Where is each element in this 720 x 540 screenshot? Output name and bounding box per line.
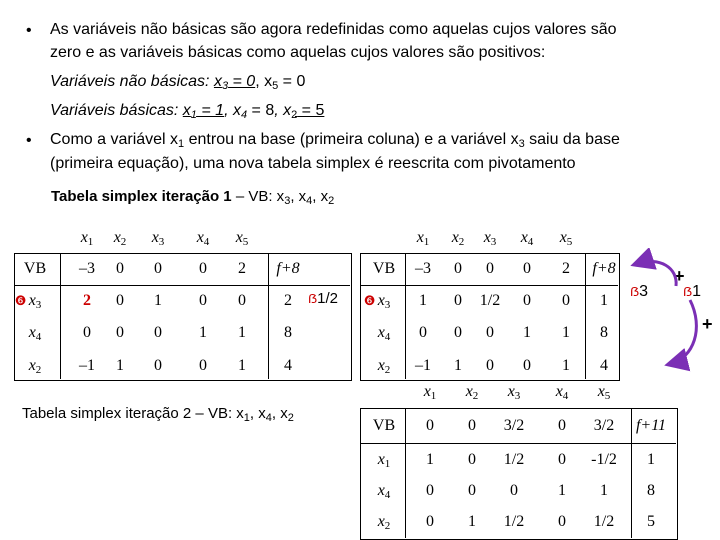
bullet-1-symbol: • xyxy=(26,22,32,39)
row-label: $x_2$ xyxy=(377,357,391,376)
table-cell: 1/2 xyxy=(479,292,501,309)
iteration-2-title: Tabela simplex iteração 2 – VB: $x_1$, $x_4$, $x_2$ xyxy=(22,405,294,424)
table-cell: 3/2 xyxy=(503,417,525,434)
table-header-divider xyxy=(360,285,618,286)
table-cell: 0 xyxy=(510,482,518,499)
table-cell: 1 xyxy=(238,357,246,374)
table-cell: 0 xyxy=(468,451,476,468)
table-cell: 2 xyxy=(562,260,570,277)
table-cell: 0 xyxy=(486,357,494,374)
table-cell: 0 xyxy=(426,417,434,434)
rhs-cell: 5 xyxy=(647,513,655,530)
rhs-cell: 2 xyxy=(284,292,292,309)
table-cell: 0 xyxy=(558,513,566,530)
table-cell: 0 xyxy=(199,357,207,374)
rhs-cell: f+8 xyxy=(276,260,300,277)
row-label: $x_1$ xyxy=(377,451,391,470)
table-cell: 0 xyxy=(199,292,207,309)
row-op-multiply-1: ẞ1 xyxy=(683,283,702,300)
col-header-x5: $x_5$ xyxy=(597,383,611,402)
row-label: VB xyxy=(372,260,396,277)
table-cell: 0 xyxy=(558,417,566,434)
table-cell: 0 xyxy=(419,324,427,341)
col-header-x4: $x_4$ xyxy=(520,229,534,248)
table-header-divider xyxy=(360,443,676,444)
table-cell: 1/2 xyxy=(593,513,615,530)
arrow-to-row-3 xyxy=(670,300,696,364)
table-border xyxy=(14,253,352,381)
table-cell: 1 xyxy=(562,324,570,341)
table-cell: 0 xyxy=(238,292,246,309)
bullet-2-line-1: Como a variável $x_1$ entrou na base (primeira coluna) e a variável $x_3$ saiu da base xyxy=(50,131,620,150)
nonbasic-vars-line: Variáveis não básicas: $x_3 = 0$, $x_5 = 0$ xyxy=(50,73,306,92)
table-cell: 0 xyxy=(468,482,476,499)
table-cell: 0 xyxy=(154,324,162,341)
plus-sign-1: + xyxy=(674,266,685,286)
col-header-x2: $x_2$ xyxy=(465,383,479,402)
table-cell: 0 xyxy=(523,260,531,277)
table-cell: 0 xyxy=(486,260,494,277)
table-cell: 0 xyxy=(116,324,124,341)
table-cell: 3/2 xyxy=(593,417,615,434)
table-cell: 2 xyxy=(238,260,246,277)
multiply-icon: ẞ xyxy=(630,284,640,299)
table-label-divider xyxy=(60,253,61,379)
table-rhs-divider xyxy=(268,253,269,379)
table-cell: 0 xyxy=(558,451,566,468)
col-header-x1: $x_1$ xyxy=(80,229,94,248)
rhs-cell: 4 xyxy=(284,357,292,374)
rhs-cell: 1 xyxy=(647,451,655,468)
table-cell: 1 xyxy=(468,513,476,530)
table-cell: 0 xyxy=(199,260,207,277)
basic-x2: $_2$ = 5 xyxy=(291,102,325,121)
row-label: $x_4$ xyxy=(377,324,391,343)
table-cell: 0 xyxy=(454,260,462,277)
table-cell: 1 xyxy=(454,357,462,374)
col-header-x3: $x_3$ xyxy=(151,229,165,248)
table-cell: 0 xyxy=(154,260,162,277)
table-cell: 1 xyxy=(600,482,608,499)
table-cell: 1 xyxy=(523,324,531,341)
row-label: $x_2$ xyxy=(377,513,391,532)
table-cell: –1 xyxy=(79,357,95,374)
nonbasic-x3: $x_3 = 0$ xyxy=(213,73,256,92)
table-cell: 1/2 xyxy=(503,451,525,468)
table-cell: 1 xyxy=(419,292,427,309)
table-cell: 1/2 xyxy=(503,513,525,530)
table-cell: 1 xyxy=(562,357,570,374)
basic-label: Variáveis básicas: xyxy=(50,102,183,119)
table-cell: 0 xyxy=(154,357,162,374)
table-cell: 0 xyxy=(116,292,124,309)
table-cell: 0 xyxy=(454,324,462,341)
table-cell: 0 xyxy=(83,324,91,341)
row-op-multiply-3: ẞ3 xyxy=(630,283,649,300)
ratio-annotation: ẞ1/2 xyxy=(308,290,338,307)
table-cell: –3 xyxy=(415,260,431,277)
col-header-x1: $x_1$ xyxy=(416,229,430,248)
table-cell: 1 xyxy=(426,451,434,468)
row-operation-arrows xyxy=(620,248,720,388)
rhs-cell: 4 xyxy=(600,357,608,374)
table-cell: 0 xyxy=(468,417,476,434)
leaving-variable-icon: ❻ xyxy=(14,293,27,308)
col-header-x4: $x_4$ xyxy=(196,229,210,248)
rhs-cell: f+8 xyxy=(592,260,616,277)
bullet-2-symbol: • xyxy=(26,132,32,149)
col-header-x4: $x_4$ xyxy=(555,383,569,402)
row-label: $x_2$ xyxy=(28,357,42,376)
ratio-icon: ẞ xyxy=(308,291,318,306)
table-cell: 0 xyxy=(426,482,434,499)
col-header-x2: $x_2$ xyxy=(451,229,465,248)
table-label-divider xyxy=(405,408,406,538)
table-border xyxy=(360,253,620,381)
table-cell: 1 xyxy=(116,357,124,374)
table-rhs-divider xyxy=(631,408,632,538)
pivot-cell: 2 xyxy=(83,292,91,309)
row-label: $x_4$ xyxy=(28,324,42,343)
table-cell: 1 xyxy=(199,324,207,341)
table-header-divider xyxy=(14,285,350,286)
table-cell: 0 xyxy=(116,260,124,277)
table-cell: 0 xyxy=(486,324,494,341)
table-cell: 0 xyxy=(426,513,434,530)
row-label: $x_3$ ❻ xyxy=(14,292,42,311)
rhs-cell: 8 xyxy=(600,324,608,341)
table-cell: 0 xyxy=(523,292,531,309)
table-cell: -1/2 xyxy=(591,451,617,468)
nonbasic-label: Variáveis não básicas: xyxy=(50,73,214,90)
col-header-x2: $x_2$ xyxy=(113,229,127,248)
table-rhs-divider xyxy=(585,253,586,379)
basic-vars-line: Variáveis básicas: $x_1 = 1$, $x_4 = 8$, $x_2 = 5$ xyxy=(50,102,325,121)
row-label: $x_4$ xyxy=(377,482,391,501)
rhs-cell: f+11 xyxy=(635,417,667,434)
plus-sign-2: + xyxy=(702,314,713,334)
basic-x1: $x_1 = 1$ xyxy=(182,102,225,121)
leaving-variable-icon: ❻ xyxy=(363,293,376,308)
table-cell: –1 xyxy=(415,357,431,374)
table-cell: 1 xyxy=(238,324,246,341)
col-header-x3: $x_3$ xyxy=(507,383,521,402)
table-cell: 0 xyxy=(562,292,570,309)
table-cell: 0 xyxy=(454,292,462,309)
table-label-divider xyxy=(405,253,406,379)
bullet-1-line-1: As variáveis não básicas são agora redefinidas como aquelas cujos valores são xyxy=(50,21,617,38)
iteration-1-title: Tabela simplex iteração 1 – VB: $x_3$, $x_4$, $x_2$ xyxy=(51,188,335,207)
col-header-x1: $x_1$ xyxy=(423,383,437,402)
row-label: VB xyxy=(372,417,396,434)
col-header-x5: $x_5$ xyxy=(559,229,573,248)
bullet-1-line-2: zero e as variáveis básicas como aquelas cujos valores são positivos: xyxy=(50,44,546,61)
rhs-cell: 8 xyxy=(284,324,292,341)
col-header-x3: $x_3$ xyxy=(483,229,497,248)
col-header-x5: $x_5$ xyxy=(235,229,249,248)
table-cell: –3 xyxy=(79,260,95,277)
row-label: $x_3$ ❻ xyxy=(363,292,391,311)
table-cell: 1 xyxy=(154,292,162,309)
table-cell: 1 xyxy=(558,482,566,499)
row-label: VB xyxy=(23,260,47,277)
multiply-icon: ẞ xyxy=(683,284,693,299)
bullet-2-line-2: (primeira equação), uma nova tabela simplex é reescrita com pivotamento xyxy=(50,155,576,172)
arrow-to-row-0 xyxy=(636,261,676,286)
rhs-cell: 8 xyxy=(647,482,655,499)
rhs-cell: 1 xyxy=(600,292,608,309)
table-cell: 0 xyxy=(523,357,531,374)
